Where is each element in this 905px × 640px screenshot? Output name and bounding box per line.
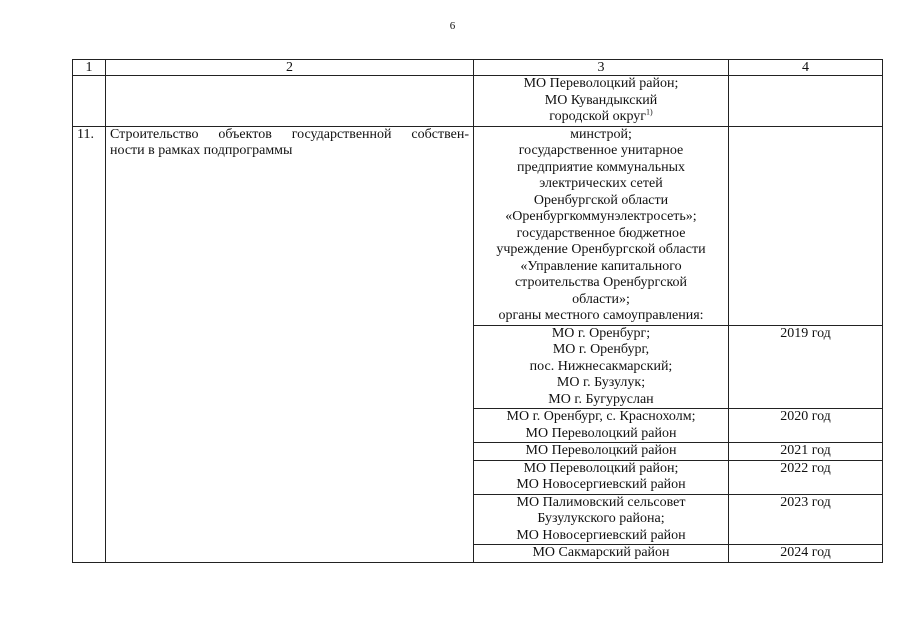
- schedule-municipalities: [474, 460, 729, 494]
- item-row: [73, 126, 883, 325]
- executor-line: МО Кувандыкский: [544, 92, 658, 108]
- municipality-line: МО г. Оренбург,: [552, 342, 650, 357]
- continuation-number-cell: [73, 76, 106, 127]
- description-line: Строительство объектов государственной собствен-: [110, 126, 469, 142]
- executor-line: электрических сетей: [539, 176, 663, 191]
- footnote-mark: 1): [646, 107, 653, 117]
- item-number: 11.: [73, 126, 106, 562]
- executor-line: предприятие коммунальных: [516, 159, 686, 175]
- column-header-3: 3: [474, 60, 729, 76]
- schedule-municipalities: [474, 545, 729, 563]
- municipality-line: МО Новосергиевский район: [516, 477, 686, 492]
- schedule-municipalities: [474, 409, 729, 443]
- continuation-description-cell: [106, 76, 474, 127]
- municipality-line: МО г. Бугуруслан: [548, 391, 654, 407]
- continuation-year-cell: [729, 76, 883, 127]
- table-header-row: [73, 60, 883, 76]
- schedule-year: 2019 год: [729, 325, 883, 409]
- continuation-row: [73, 76, 883, 127]
- executor-line: [478, 109, 724, 126]
- column-header-2: 2: [106, 60, 474, 76]
- municipality-line: МО Переволоцкий район;: [523, 460, 679, 476]
- schedule-year: 2023 год: [729, 494, 883, 545]
- executor-line: «Управление капитального: [520, 258, 682, 274]
- executor-line: государственное унитарное: [518, 143, 684, 158]
- executor-line: Оренбургской области: [533, 192, 669, 208]
- executor-line: МО Переволоцкий район;: [523, 76, 679, 91]
- executor-line: государственное бюджетное: [516, 225, 686, 241]
- municipality-line: МО Новосергиевский район: [516, 527, 686, 543]
- municipality-line: МО Сакмарский район: [532, 545, 670, 560]
- executor-text: городской округ: [549, 109, 647, 124]
- municipality-line: МО г. Бузулук;: [556, 375, 646, 390]
- executor-line: строительства Оренбургской: [514, 275, 688, 290]
- schedule-year: 2020 год: [729, 409, 883, 443]
- schedule-municipalities: [474, 443, 729, 461]
- executor-line: минстрой;: [570, 126, 632, 142]
- municipality-line: МО г. Оренбург, с. Краснохолм;: [506, 409, 696, 424]
- executor-line: «Оренбургкоммунэлектросеть»;: [505, 209, 697, 224]
- program-table: [72, 59, 883, 563]
- continuation-executors-cell: [474, 76, 729, 127]
- municipality-line: МО Переволоцкий район: [525, 425, 677, 441]
- description-line: ности в рамках подпрограммы: [110, 143, 293, 158]
- schedule-year: 2022 год: [729, 460, 883, 494]
- column-header-4: 4: [729, 60, 883, 76]
- schedule-municipalities: [474, 494, 729, 545]
- item-description: [106, 126, 474, 562]
- municipality-line: пос. Нижнесакмарский;: [529, 358, 673, 374]
- municipality-line: МО г. Оренбург;: [551, 325, 651, 341]
- schedule-municipalities: [474, 325, 729, 409]
- item-executors-year-cell: [729, 126, 883, 325]
- executor-line: учреждение Оренбургской области: [496, 242, 706, 257]
- schedule-year: 2021 год: [729, 443, 883, 461]
- item-executors: [474, 126, 729, 325]
- executor-line: органы местного самоуправления:: [498, 308, 704, 323]
- column-header-1: 1: [73, 60, 106, 76]
- schedule-year: 2024 год: [729, 545, 883, 563]
- municipality-line: МО Переволоцкий район: [525, 443, 677, 458]
- executor-line: области»;: [572, 291, 630, 307]
- municipality-line: Бузулукского района;: [537, 511, 665, 526]
- page-number: 6: [449, 20, 456, 32]
- municipality-line: МО Палимовский сельсовет: [516, 494, 686, 510]
